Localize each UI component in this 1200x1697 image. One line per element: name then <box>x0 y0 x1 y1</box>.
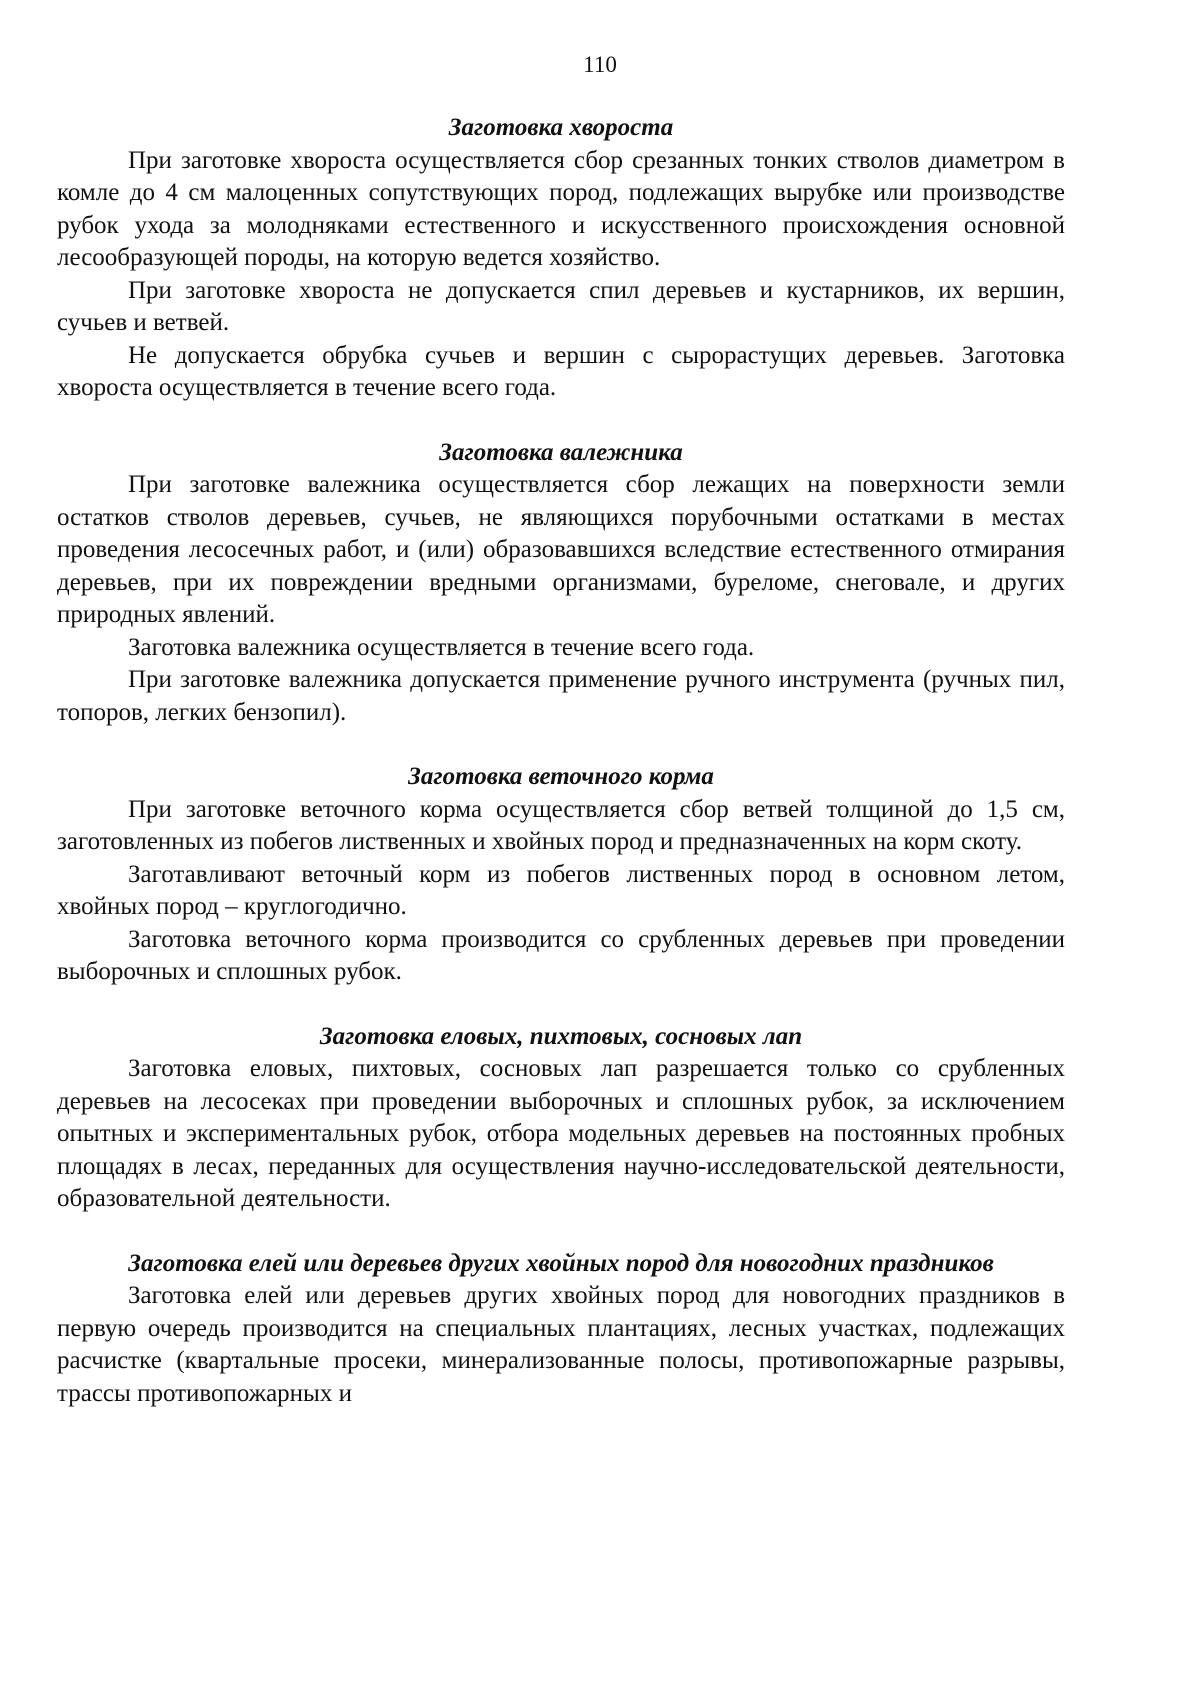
paragraph: Заготовка веточного корма производится со срубленных деревьев при проведении выборочных и сплошных рубок. <box>57 925 1065 985</box>
page-content <box>57 112 1065 1410</box>
page-number: 110 <box>583 52 617 77</box>
paragraph: Заготовка валежника осуществляется в течение всего года. <box>128 633 755 661</box>
paragraph: При заготовке хвороста осуществляется сбор срезанных тонких стволов диаметром в комле до 4 см малоценных сопутствующих пород, подлежащих вырубке или производстве рубок ухода за молодняками естественного и искусственного происхождения основной лесообразующей породы, на которую ведется хозяйство. <box>57 146 1065 271</box>
section-conifer-branches <box>57 1021 1065 1216</box>
section-heading: Заготовка еловых, пихтовых, сосновых лап <box>319 1022 803 1050</box>
section-heading: Заготовка хвороста <box>448 114 674 141</box>
section-heading: Заготовка валежника <box>439 438 683 466</box>
section-heading: Заготовка веточного корма <box>408 763 714 790</box>
paragraph: Не допускается обрубка сучьев и вершин с сырорастущих деревьев. Заготовка хвороста осуществляется в течение всего года. <box>57 341 1065 401</box>
paragraph: При заготовке валежника допускается применение ручного инструмента (ручных пил, топоров, легких бензопил). <box>57 666 1065 726</box>
paragraph: При заготовке хвороста не допускается спил деревьев и кустарников, их вершин, сучьев и ветвей. <box>57 276 1065 336</box>
paragraph: Заготавливают веточный корм из побегов лиственных пород в основном летом, хвойных пород – круглогодично. <box>57 860 1065 920</box>
section-branch-fodder <box>57 761 1065 989</box>
section-heading: Заготовка елей или деревьев других хвойных пород для новогодних праздников <box>128 1249 994 1277</box>
paragraph: При заготовке валежника осуществляется сбор лежащих на поверхности земли остатков стволов деревьев, сучьев, не являющихся порубочными остатками в местах проведения лесосечных работ, и (или) образовавшихся вследствие естественного отмирания деревьев, при их повреждении вредными организмами, буреломе, снеговале, и других природных явлений. <box>57 471 1065 628</box>
section-deadwood <box>57 437 1065 730</box>
section-christmas-trees <box>57 1248 1065 1411</box>
section-brushwood <box>57 112 1065 405</box>
paragraph: Заготовка елей или деревьев других хвойных пород для новогодних праздников в первую очередь производится на специальных плантациях, лесных участках, подлежащих расчистке (квартальные просеки, минерализованные полосы, противопожарные разрывы, трассы противопожарных и <box>57 1282 1065 1407</box>
paragraph: Заготовка еловых, пихтовых, сосновых лап разрешается только со срубленных деревьев на лесосеках при проведении выборочных и сплошных рубок, за исключением опытных и экспериментальных рубок, отбора модельных деревьев на постоянных пробных площадях в лесах, переданных для осуществления научно-исследовательской деятельности, образовательной деятельности. <box>57 1055 1065 1212</box>
paragraph: При заготовке веточного корма осуществляется сбор ветвей толщиной до 1,5 см, заготовленных из побегов лиственных и хвойных пород и предназначенных на корм скоту. <box>57 795 1065 855</box>
